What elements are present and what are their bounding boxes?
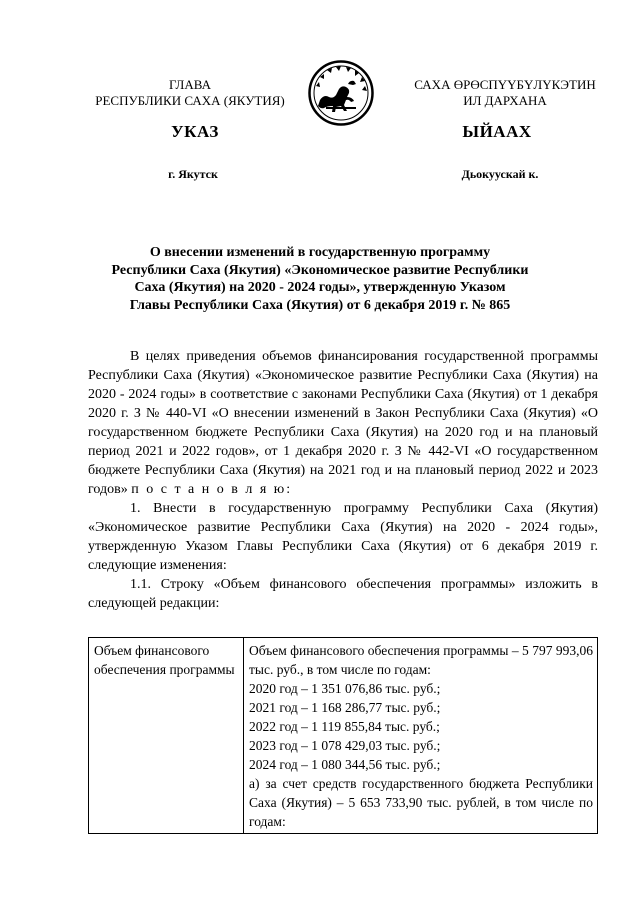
year-line: 2021 год – 1 168 286,77 тыс. руб.; — [249, 700, 441, 715]
decree-word: п о с т а н о в л я ю: — [131, 482, 293, 497]
coat-of-arms-sakha-icon — [308, 60, 374, 126]
item-1: 1. Внести в государственную программу Республики Саха (Якутия) «Экономическое развитие Республики Саха (Якутия) на 2020 - 2024 годы», утвержденную Указом Главы Республики Саха (Якутия) от 6 декабря 2019 г. следующие изменения: — [88, 501, 598, 573]
title-line: Республики Саха (Якутия) «Экономическое развитие Республики — [111, 262, 529, 278]
doc-type-left: УКАЗ — [171, 122, 219, 141]
title-line: Главы Республики Саха (Якутия) от 6 декабря 2019 г. № 865 — [129, 297, 511, 313]
city-right: Дьокуускай к. — [461, 167, 539, 181]
financing-table — [88, 637, 598, 834]
title-line: О внесении изменений в государственную программу — [149, 245, 491, 260]
financing-intro: Объем финансового обеспечения программы – 5 797 993,06 тыс. руб., в том числе по годам: — [249, 643, 593, 677]
header-left-line1: ГЛАВА — [169, 77, 211, 92]
item-1-1: 1.1. Строку «Объем финансового обеспечения программы» изложить в следующей редакции: — [88, 577, 598, 611]
doc-type-right: ЫЙААХ — [462, 122, 532, 141]
year-line: 2022 год – 1 119 855,84 тыс. руб.; — [249, 719, 440, 734]
budget-line: а) за счет средств государственного бюджета Республики Саха (Якутия) – 5 653 733,90 тыс. рублей, в том числе по годам: — [249, 776, 593, 829]
header-right-line1: САХА ӨРӨСПҮҮБҮЛҮКЭТИН — [414, 77, 596, 92]
header-left — [90, 77, 290, 109]
table-row-value — [244, 638, 598, 834]
table-row — [89, 638, 598, 834]
preamble-text: В целях приведения объемов финансирования государственной программы Республики Саха (Якутия) «Экономическое развитие Республики Саха (Якутия) на 2020 - 2024 годы» в соответствие с законами Республики Саха (Якутия) от 1 декабря 2020 г. З № 440-VI «О внесении изменений в Закон Республики Саха (Якутия) «О государственном бюджете Республики Саха (Якутия) на 2020 год и на плановый период 2021 и 2022 годов», от 1 декабря 2020 г. З № 442-VI «О государственном бюджете Республики Саха (Якутия) на 2021 год и на плановый период 2022 и 2023 годов» — [88, 349, 598, 497]
header-right-line2: ИЛ ДАРХАНА — [463, 93, 547, 108]
year-line: 2020 год – 1 351 076,86 тыс. руб.; — [249, 681, 441, 696]
document-body — [88, 347, 598, 613]
header-right — [390, 77, 620, 109]
preamble-paragraph — [88, 347, 598, 499]
title-line: Саха (Якутия) на 2020 - 2024 годы», утвержденную Указом — [134, 280, 506, 295]
table-row-label: Объем финансового обеспечения программы — [89, 638, 244, 834]
header-left-line2: РЕСПУБЛИКИ САХА (ЯКУТИЯ) — [95, 93, 285, 108]
document-title — [85, 244, 555, 314]
year-line: 2023 год – 1 078 429,03 тыс. руб.; — [249, 738, 441, 753]
year-line: 2024 год – 1 080 344,56 тыс. руб.; — [249, 757, 441, 772]
city-left: г. Якутск — [168, 167, 218, 181]
